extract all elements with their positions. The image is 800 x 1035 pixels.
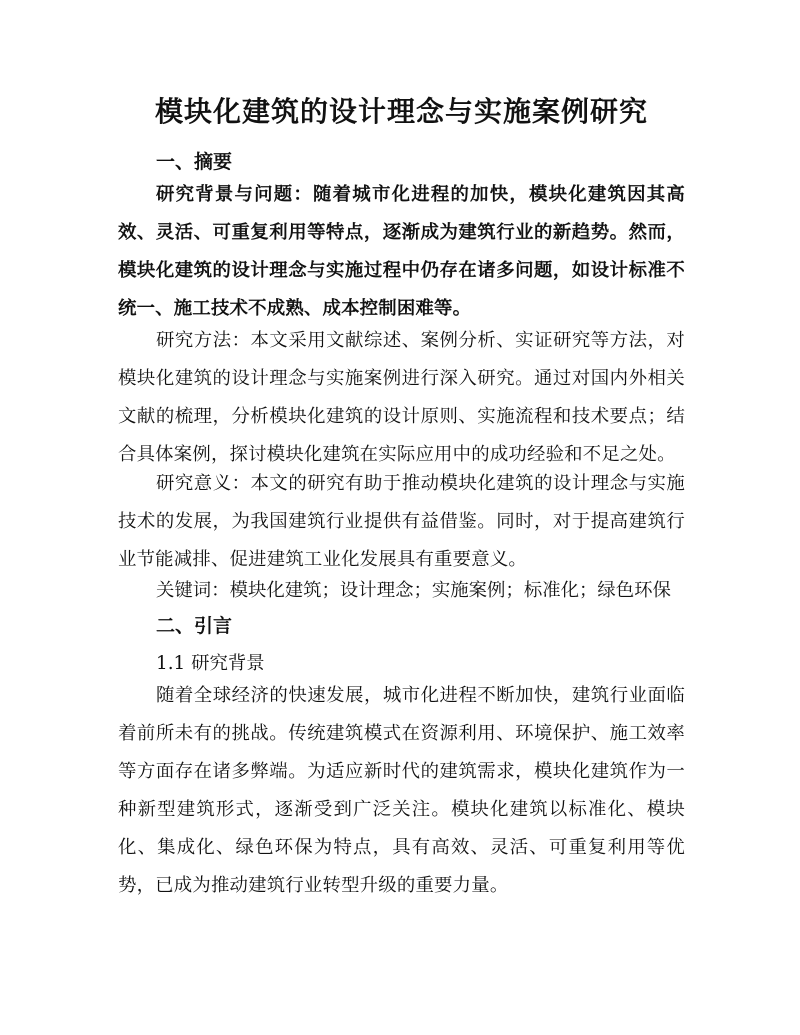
keywords-line: 关键词：模块化建筑；设计理念；实施案例；标准化；绿色环保 <box>156 580 671 601</box>
abstract-background-paragraph: 研究背景与问题：随着城市化进程的加快，模块化建筑因其高效、灵活、可重复利用等特点，逐渐成为建筑行业的新趋势。然而，模块化建筑的设计理念与实施过程中仍存在诸多问题，如设计标准不统一、施工技术不成熟、成本控制困难等。 <box>118 184 685 319</box>
abstract-significance-paragraph: 研究意义：本文的研究有助于推动模块化建筑的设计理念与实施技术的发展，为我国建筑行业提供有益借鉴。同时，对于提高建筑行业节能减排、促进建筑工业化发展具有重要意义。 <box>118 473 685 570</box>
abstract-method-paragraph: 研究方法：本文采用文献综述、案例分析、实证研究等方法，对模块化建筑的设计理念与实施案例进行深入研究。通过对国内外相关文献的梳理，分析模块化建筑的设计原则、实施流程和技术要点；结合具体案例，探讨模块化建筑在实际应用中的成功经验和不足之处。 <box>118 330 685 465</box>
document-title: 模块化建筑的设计理念与实施案例研究 <box>154 95 648 128</box>
introduction-paragraph: 随着全球经济的快速发展，城市化进程不断加快，建筑行业面临着前所未有的挑战。传统建筑模式在资源利用、环境保护、施工效率等方面存在诸多弊端。为适应新时代的建筑需求，模块化建筑作为一种新型建筑形式，逐渐受到广泛关注。模块化建筑以标准化、模块化、集成化、绿色环保为特点，具有高效、灵活、可重复利用等优势，已成为推动建筑行业转型升级的重要力量。 <box>118 685 685 896</box>
subsection-heading-1-1: 1.1 研究背景 <box>156 653 265 674</box>
introduction-heading: 二、引言 <box>156 615 233 637</box>
abstract-heading: 一、摘要 <box>156 151 233 173</box>
